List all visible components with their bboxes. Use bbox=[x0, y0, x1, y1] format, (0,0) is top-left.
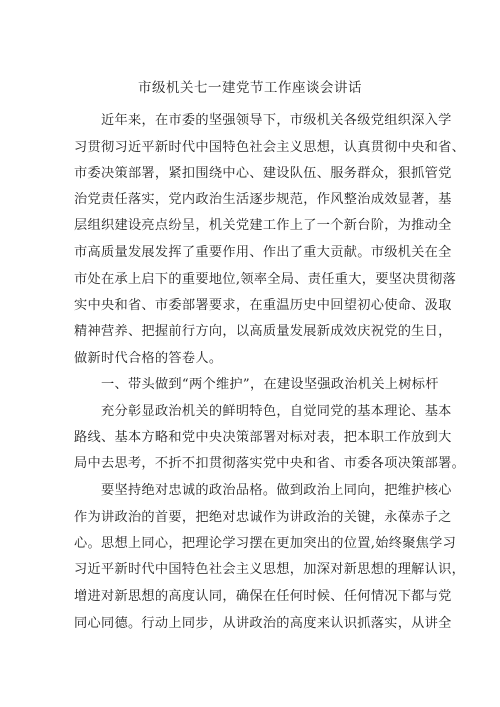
document-title: 市级机关七一建党节工作座谈会讲话 bbox=[138, 80, 362, 96]
section-heading: 一、带头做到“两个维护”，在建设坚强政治机关上树标杆 bbox=[101, 377, 439, 392]
paragraph-line: 充分彰显政治机关的鲜明特色，自觉同党的基本理论、基本 bbox=[101, 404, 452, 419]
paragraph-line: 治党责任落实，党内政治生活逐步规范，作风整治成效显著，基 bbox=[74, 192, 452, 207]
paragraph-line: 增进对新思想的高度认同，确保在任何时候、任何情况下都与党 bbox=[74, 589, 452, 604]
paragraph-line: 市处在承上启下的重要地位,领率全局、责任重大，要坚决贯彻落 bbox=[74, 272, 457, 287]
paragraph-line: 精神营养、把握前行方向，以高质量发展新成效庆祝党的生日， bbox=[74, 324, 452, 339]
paragraph-line: 层组织建设亮点纷呈，机关党建工作上了一个新台阶，为推动全 bbox=[74, 218, 452, 233]
paragraph-line: 做新时代合格的答卷人。 bbox=[74, 351, 223, 366]
paragraph-line: 要坚持绝对忠诚的政治品格。做到政治上同向，把维护核心 bbox=[101, 483, 452, 498]
paragraph-line: 近年来，在市委的坚强领导下，市级机关各级党组织深入学 bbox=[101, 113, 452, 128]
paragraph-line: 实中央和省、市委部署要求，在重温历史中回望初心使命、汲取 bbox=[74, 298, 452, 313]
paragraph-line: 心。思想上同心，把理论学习摆在更加突出的位置,始终聚焦学习 bbox=[74, 536, 457, 551]
paragraph-line: 局中去思考，不折不扣贯彻落实党中央和省、市委各项决策部署。 bbox=[74, 456, 466, 471]
paragraph-line: 市高质量发展发挥了重要作用、作出了重大贡献。市级机关在全 bbox=[74, 245, 452, 260]
paragraph-line: 市委决策部署，紧扣围绕中心、建设队伍、服务群众，狠抓管党 bbox=[74, 166, 452, 181]
paragraph-line: 同心同德。行动上同步，从讲政治的高度来认识抓落实，从讲全 bbox=[74, 616, 452, 631]
paragraph-line: 路线、基本方略和党中央决策部署对标对表，把本职工作放到大 bbox=[74, 430, 452, 445]
paragraph-line: 习贯彻习近平新时代中国特色社会主义思想，认真贯彻中央和省、 bbox=[74, 140, 466, 155]
paragraph-line: 习近平新时代中国特色社会主义思想，加深对新思想的理解认识， bbox=[74, 562, 466, 577]
paragraph-line: 作为讲政治的首要，把绝对忠诚作为讲政治的关键，永葆赤子之 bbox=[74, 510, 452, 525]
